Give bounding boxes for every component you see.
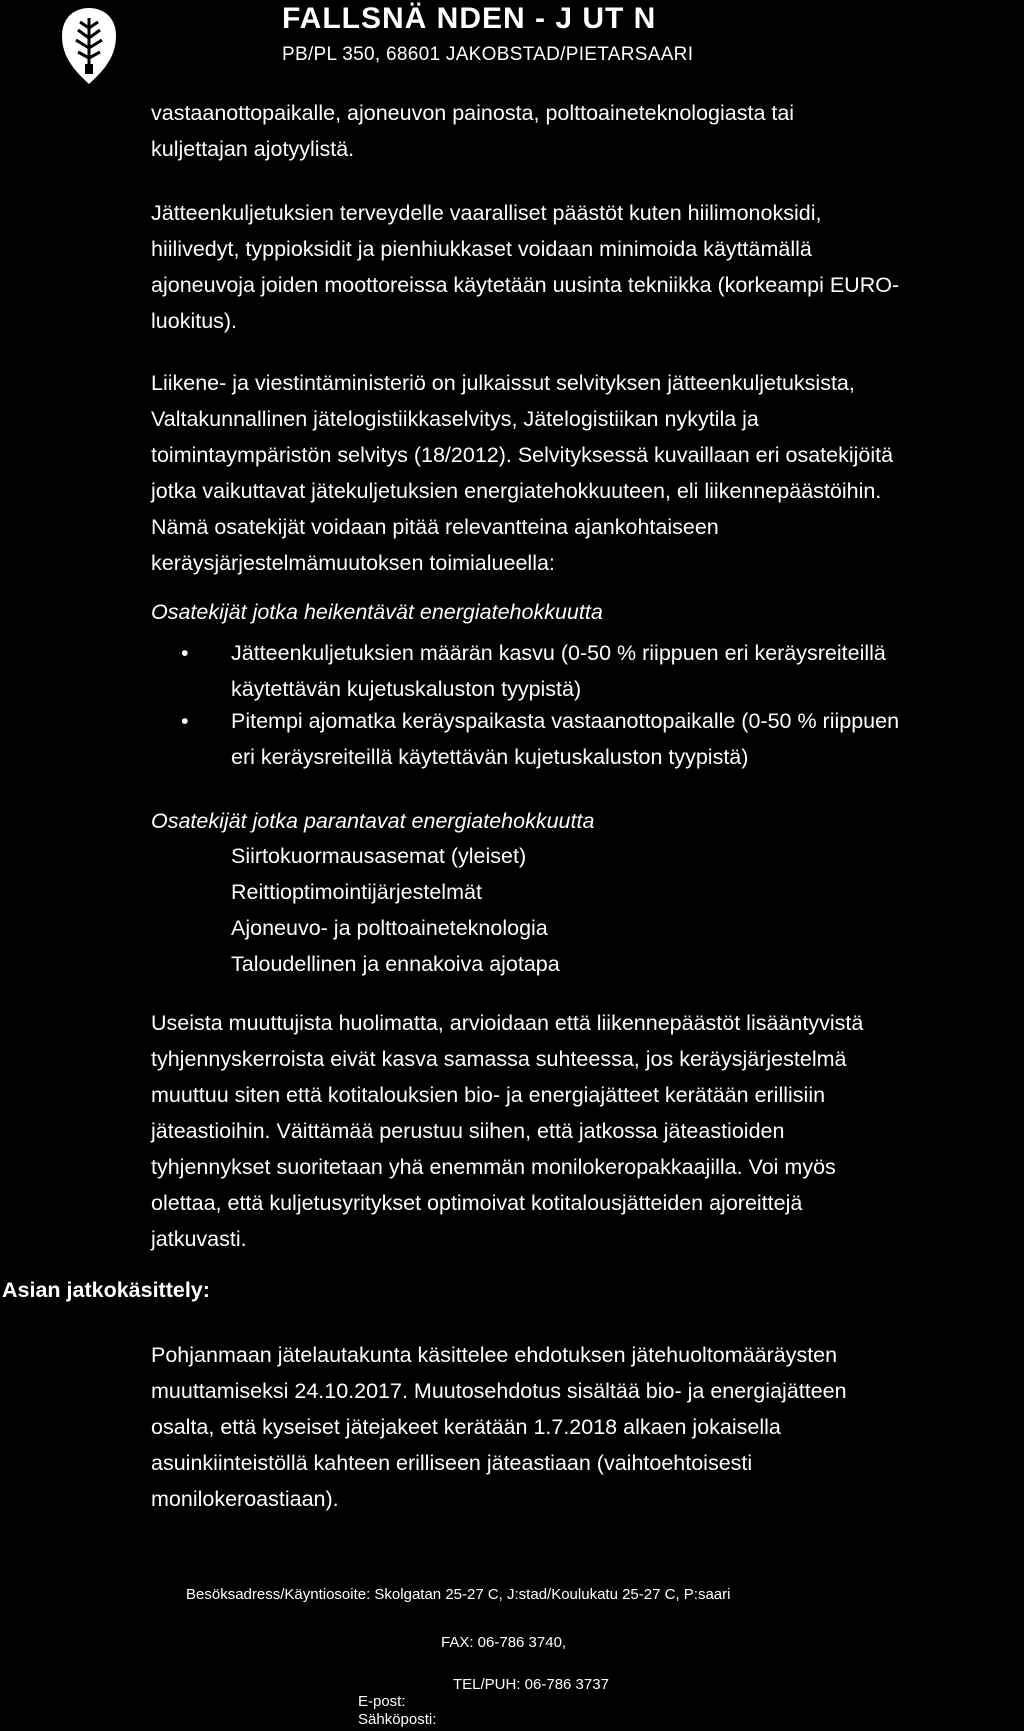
tree-logo-icon (58, 6, 120, 86)
text-line: jatkuvasti. (151, 1227, 247, 1251)
text-line: ajoneuvoja joiden moottoreissa käytetään uusinta tekniikka (korkeampi EURO- (151, 273, 900, 297)
text-line: Liikene- ja viestintäministeriö on julkaissut selvityksen jätteenkuljetuksista, (151, 371, 855, 395)
list-item: Reittioptimointijärjestelmät (231, 880, 482, 904)
footer-tel: TEL/PUH: 06-786 3737 (453, 1676, 609, 1693)
footer-email-label-fi: Sähköposti: (358, 1711, 437, 1728)
text-line: tyhjennyskerroista eivät kasva samassa suhteessa, jos keräysjärjestelmä (151, 1047, 847, 1071)
paragraph-decision (151, 1337, 1021, 1517)
text-line: toimintaympäristön selvitys (18/2012). Selvityksessä kuvaillaan eri osatekijöitä (151, 443, 894, 467)
list-item: Siirtokuormausasemat (yleiset) (231, 844, 527, 868)
text-line: muuttamiseksi 24.10.2017. Muutosehdotus sisältää bio- ja energiajätteen (151, 1379, 847, 1403)
intro-paragraph (151, 95, 1021, 167)
text-line: muuttuu siten että kotitalouksien bio- ja energiajätteet kerätään erillisiin (151, 1083, 826, 1107)
list-item: Taloudellinen ja ennakoiva ajotapa (231, 952, 560, 976)
text-line: jäteastioihin. Väittämää perustuu siihen, että jatkossa jäteastioiden (151, 1119, 785, 1143)
text-line: Jätteenkuljetuksien terveydelle vaaralliset päästöt kuten hiilimonoksidi, (151, 201, 822, 225)
text-line: eri keräysreiteillä käytettävän kujetuskaluston tyypistä) (231, 745, 749, 769)
text-line: käytettävän kujetuskaluston tyypistä) (231, 677, 582, 701)
text-line: luokitus). (151, 309, 238, 333)
text-line: Jätteenkuljetuksien määrän kasvu (0-50 % riippuen eri keräysreiteillä (231, 641, 886, 665)
section-heading-improving: Osatekijät jotka parantavat energiatehokkuutta (151, 809, 595, 833)
section-heading-weakening: Osatekijät jotka heikentävät energiatehokkuutta (151, 600, 603, 624)
paragraph-assessment (151, 1005, 1021, 1257)
bullet-icon: • (181, 709, 189, 733)
text-line: Useista muuttujista huolimatta, arvioidaan että liikennepäästöt lisääntyvistä (151, 1011, 864, 1035)
footer-fax: FAX: 06-786 3740, (441, 1634, 567, 1651)
text-line: jotka vaikuttavat jätekuljetuksien energiatehokkuuteen, eli liikennepäästöihin. (151, 479, 882, 503)
organization-address: PB/PL 350, 68601 JAKOBSTAD/PIETARSAARI (282, 44, 694, 65)
text-line: asuinkiinteistöllä kahteen erilliseen jäteastiaan (vaihtoehtoisesti (151, 1451, 753, 1475)
text-line: osalta, että kyseiset jätejakeet kerätään 1.7.2018 alkaen jokaisella (151, 1415, 781, 1439)
footer-address: Besöksadress/Käyntiosoite: Skolgatan 25-27 C, J:stad/Koulukatu 25-27 C, P:saari (186, 1586, 731, 1603)
list-item: Ajoneuvo- ja polttoaineteknologia (231, 916, 548, 940)
text-line: Nämä osatekijät voidaan pitää relevantteina ajankohtaiseen (151, 515, 719, 539)
text-line: tyhjennykset suoritetaan yhä enemmän monilokeropakkaajilla. Voi myös (151, 1155, 836, 1179)
paragraph-ministry-report (151, 365, 1021, 581)
bullet-icon: • (181, 641, 189, 665)
text-line: keräysjärjestelmämuutoksen toimialueella: (151, 551, 555, 575)
text-line: Pitempi ajomatka keräyspaikasta vastaanottopaikalle (0-50 % riippuen (231, 709, 900, 733)
text-line: vastaanottopaikalle, ajoneuvon painosta, polttoaineteknologiasta tai (151, 101, 795, 125)
footer-email-label: E-post: (358, 1693, 406, 1710)
paragraph-emissions (151, 195, 1021, 339)
text-line: hiilivedyt, typpioksidit ja pienhiukkaset voidaan minimoida käyttämällä (151, 237, 812, 261)
side-label-further-processing: Asian jatkokäsittely: (2, 1278, 210, 1302)
organization-name: FALLSNÄ NDEN - J UT N (282, 2, 657, 35)
improving-factors-list (231, 838, 560, 982)
text-line: kuljettajan ajotyylistä. (151, 137, 355, 161)
text-line: monilokeroastiaan). (151, 1487, 339, 1511)
text-line: Pohjanmaan jätelautakunta käsittelee ehdotuksen jätehuoltomääräysten (151, 1343, 838, 1367)
text-line: olettaa, että kuljetusyritykset optimoivat kotitalousjätteiden ajoreittejä (151, 1191, 803, 1215)
text-line: Valtakunnallinen jätelogistiikkaselvitys, Jätelogistiikan nykytila ja (151, 407, 759, 431)
